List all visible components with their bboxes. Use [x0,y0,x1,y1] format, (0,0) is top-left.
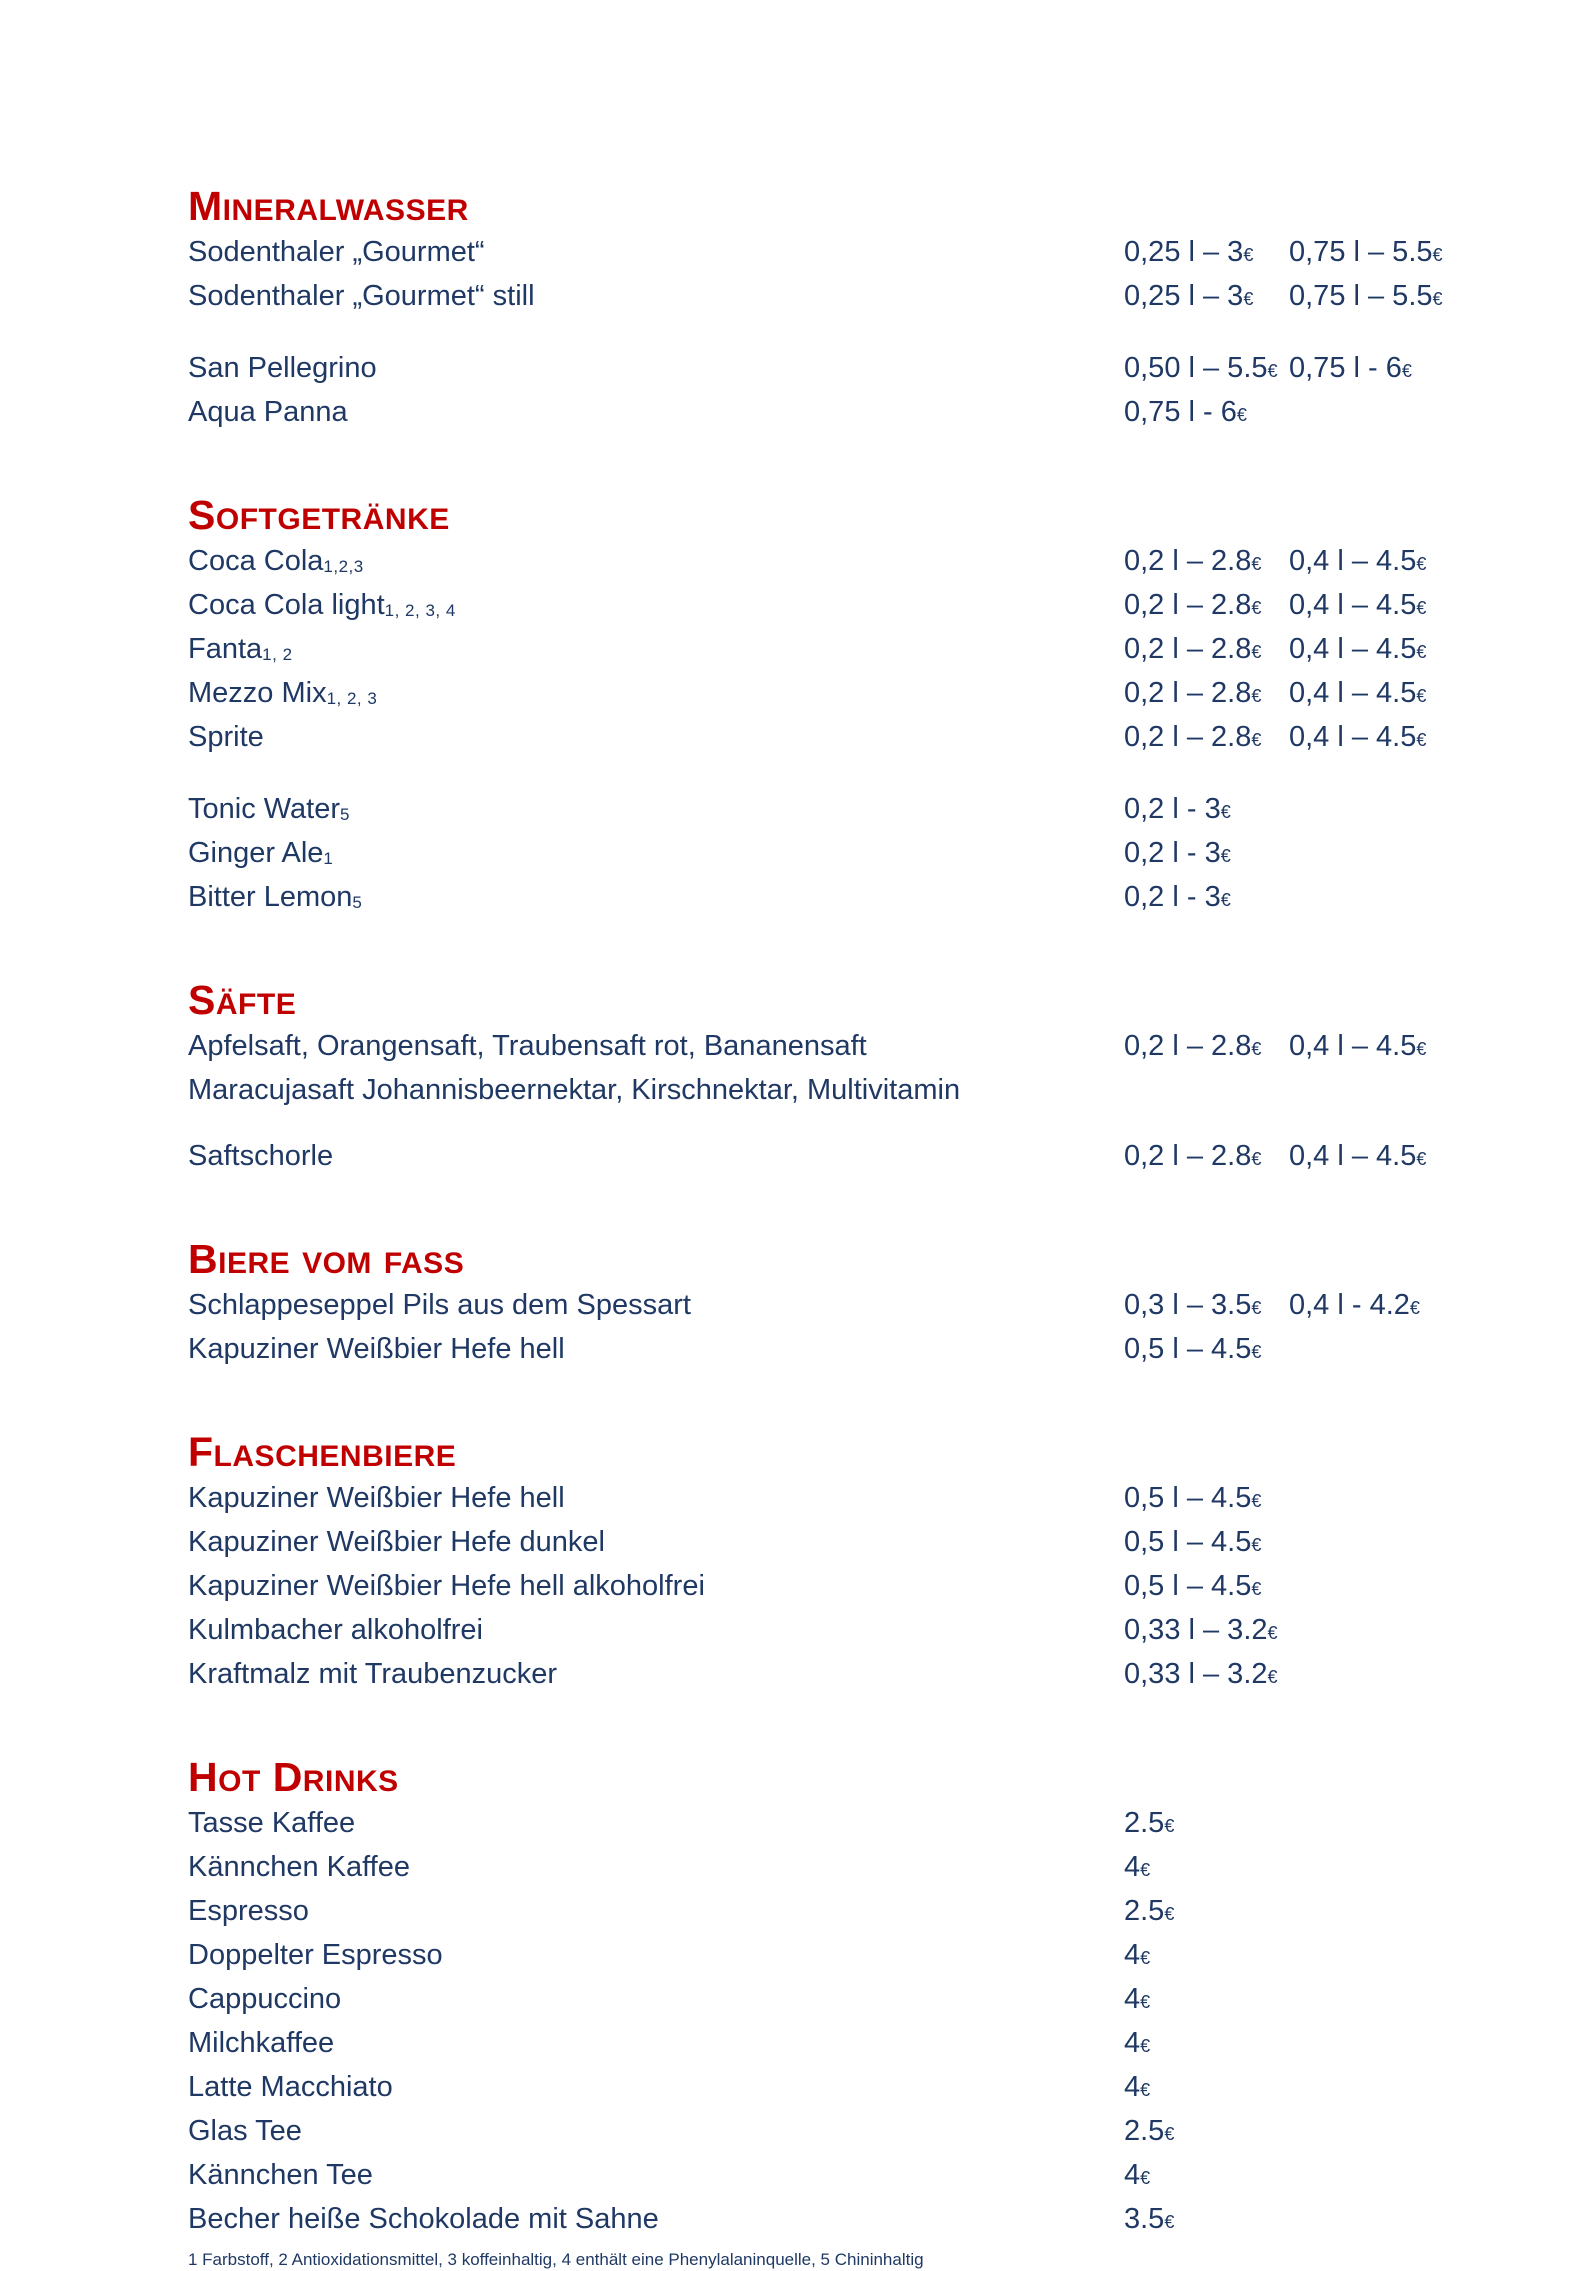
item-name: Kulmbacher alkoholfrei [188,1614,483,1646]
item-price-small: 0,50 l – 5.5€ [1124,352,1278,384]
item-name: Ginger Ale [188,837,324,869]
item-name: Kapuziner Weißbier Hefe hell alkoholfrei [188,1570,705,1602]
menu-item-row [188,542,1480,586]
item-price-large: 0,4 l – 4.5€ [1289,545,1427,577]
menu-item-row [188,1804,1480,1848]
item-price-small: 0,5 l – 4.5€ [1124,1482,1262,1514]
item-name: Milchkaffee [188,2027,335,2059]
item-name-line2: Maracujasaft Johannisbeernektar, Kirschnektar, Multivitamin [188,1074,961,1106]
item-price-large: 0,4 l – 4.5€ [1289,589,1427,621]
item-price-small: 0,2 l - 3€ [1124,881,1231,913]
item-name: Espresso [188,1895,309,1927]
menu-item-row [188,790,1480,834]
item-name: Fanta [188,633,263,665]
item-name-cell [188,1567,1124,1611]
item-price-large: 0,4 l – 4.5€ [1289,721,1427,753]
menu-group [188,233,1480,321]
menu-item-row [188,393,1480,437]
item-price-small: 0,2 l – 2.8€ [1124,677,1262,709]
menu-group [188,1137,1480,1181]
section-groups [188,1479,1480,1699]
section-groups [188,542,1480,922]
item-name-cell [188,674,1124,718]
item-name-cell [188,542,1124,586]
item-name-cell [188,2024,1124,2068]
item-price-large: 0,75 l - 6€ [1289,352,1412,384]
item-price-small: 0,2 l – 2.8€ [1124,1140,1262,1172]
item-name: Latte Macchiato [188,2071,393,2103]
item-name: Kapuziner Weißbier Hefe hell [188,1482,565,1514]
menu-item-row [188,1655,1480,1699]
item-footnote-refs: 1, 2, 3 [326,689,378,708]
menu-group [188,542,1480,762]
item-price-small: 0,3 l – 3.5€ [1124,1289,1262,1321]
menu-section [188,492,1480,922]
menu-item-row [188,2156,1480,2200]
menu-item-row [188,2112,1480,2156]
menu-item-row [188,1567,1480,1611]
menu-item-row [188,834,1480,878]
item-price-small: 2.5€ [1124,1895,1175,1927]
item-name-cell [188,2156,1124,2200]
section-groups [188,1804,1480,2244]
item-name-cell [188,630,1124,674]
item-name-cell [188,1611,1124,1655]
menu-group [188,790,1480,922]
item-name: Tonic Water [188,793,341,825]
item-price-small: 0,2 l – 2.8€ [1124,633,1262,665]
item-name: Coca Cola [188,545,324,577]
item-price-small: 0,25 l – 3€ [1124,236,1254,268]
item-price-large: 0,75 l – 5.5€ [1289,236,1443,268]
item-name-cell [188,790,1124,834]
item-name: Sodenthaler „Gourmet“ still [188,280,535,312]
menu-item-row [188,630,1480,674]
item-name-cell [188,233,1124,277]
item-price-small: 4€ [1124,2071,1151,2103]
item-price-small: 0,33 l – 3.2€ [1124,1614,1278,1646]
item-price-small: 0,2 l – 2.8€ [1124,721,1262,753]
item-price-large: 0,4 l – 4.5€ [1289,633,1427,665]
menu-group [188,349,1480,437]
menu-item-row [188,1980,1480,2024]
item-name-cell [188,349,1124,393]
menu-item-row [188,2024,1480,2068]
menu-item-row [188,1892,1480,1936]
item-name-cell [188,1980,1124,2024]
item-footnote-refs: 1 [323,849,334,868]
menu-item-row [188,2068,1480,2112]
item-name-cell [188,878,1124,922]
item-name: Tasse Kaffee [188,1807,356,1839]
item-name-cell [188,718,1124,762]
item-name: Kännchen Tee [188,2159,373,2191]
item-footnote-refs: 5 [340,805,350,824]
item-name: Kapuziner Weißbier Hefe hell [188,1333,565,1365]
item-name-cell [188,834,1124,878]
item-name: Kännchen Kaffee [188,1851,410,1883]
item-name-cell [188,1286,1124,1330]
section-title: SÄFTE [188,977,297,1023]
section-title: HOT DRINKS [188,1754,399,1800]
item-footnote-refs: 1, 2, 3, 4 [384,601,456,620]
menu-sections [188,183,1480,2244]
item-name: Saftschorle [188,1140,334,1172]
footnote-legend: 1 Farbstoff, 2 Antioxidationsmittel, 3 koffeinhaltig, 4 enthält eine Phenylalaninquelle, 5 Chininhaltig [188,2250,924,2269]
item-name-cell [188,393,1124,437]
item-name: Schlappeseppel Pils aus dem Spessart [188,1289,691,1321]
menu-section [188,1754,1480,2244]
item-name: Kapuziner Weißbier Hefe dunkel [188,1526,605,1558]
item-name-cell [188,586,1124,630]
item-name-cell [188,2200,1124,2244]
menu-item-row [188,1027,1480,1109]
item-footnote-refs: 5 [352,893,363,912]
item-name: Bitter Lemon [188,881,353,913]
menu-group [188,1804,1480,2244]
item-price-small: 0,2 l – 2.8€ [1124,1030,1262,1062]
item-price-small: 0,25 l – 3€ [1124,280,1254,312]
item-price-large: 0,4 l – 4.5€ [1289,1030,1427,1062]
item-name: Cappuccino [188,1983,342,2015]
item-price-small: 0,2 l - 3€ [1124,837,1231,869]
item-name: Sprite [188,721,264,753]
menu-item-row [188,233,1480,277]
item-name-cell [188,1523,1124,1567]
item-price-small: 4€ [1124,2027,1151,2059]
menu-item-row [188,1137,1480,1181]
section-title: FLASCHENBIERE [188,1429,457,1475]
item-price-small: 2.5€ [1124,1807,1175,1839]
menu-item-row [188,674,1480,718]
item-name: Aqua Panna [188,396,348,428]
item-price-small: 0,2 l – 2.8€ [1124,589,1262,621]
item-price-small: 0,2 l - 3€ [1124,793,1231,825]
item-name-cell [188,1804,1124,1848]
menu-item-row [188,349,1480,393]
item-name-cell [188,1137,1124,1181]
menu-item-row [188,1848,1480,1892]
item-name: Doppelter Espresso [188,1939,443,1971]
menu-item-row [188,586,1480,630]
section-groups [188,1286,1480,1374]
item-name-cell [188,277,1124,321]
menu-item-row [188,718,1480,762]
menu-section [188,1429,1480,1699]
item-name: Becher heiße Schokolade mit Sahne [188,2203,659,2235]
section-groups [188,233,1480,437]
item-name-cell [188,1892,1124,1936]
menu-item-row [188,1286,1480,1330]
item-price-small: 0,33 l – 3.2€ [1124,1658,1278,1690]
menu-group [188,1027,1480,1109]
item-price-small: 0,5 l – 4.5€ [1124,1570,1262,1602]
item-name: San Pellegrino [188,352,377,384]
item-price-small: 4€ [1124,1983,1151,2015]
menu-item-row [188,1523,1480,1567]
item-price-large: 0,4 l – 4.5€ [1289,677,1427,709]
item-footnote-refs: 1, 2 [262,645,293,664]
menu-item-row [188,2200,1480,2244]
section-title: BIERE VOM FASS [188,1236,465,1282]
item-name: Apfelsaft, Orangensaft, Traubensaft rot, Bananensaft [188,1030,867,1062]
item-price-large: 0,75 l – 5.5€ [1289,280,1443,312]
menu-item-row [188,1330,1480,1374]
item-price-small: 4€ [1124,2159,1151,2191]
menu-item-row [188,1936,1480,1980]
item-price-small: 0,75 l - 6€ [1124,396,1247,428]
item-name-cell [188,1027,1124,1109]
section-title: MINERALWASSER [188,183,469,229]
section-title: SOFTGETRÄNKE [188,492,450,538]
menu-item-row [188,277,1480,321]
item-price-small: 3.5€ [1124,2203,1175,2235]
item-name-cell [188,1479,1124,1523]
item-name-cell [188,1848,1124,1892]
item-name-cell [188,1330,1124,1374]
menu-section [188,183,1480,437]
section-groups [188,1027,1480,1181]
item-price-small: 0,2 l – 2.8€ [1124,545,1262,577]
item-name-cell [188,2068,1124,2112]
item-name-cell [188,2112,1124,2156]
item-name: Glas Tee [188,2115,302,2147]
item-footnote-refs: 1,2,3 [323,557,364,576]
menu-item-row [188,878,1480,922]
item-name-cell [188,1936,1124,1980]
item-price-large: 0,4 l - 4.2€ [1289,1289,1420,1321]
item-name-cell [188,1655,1124,1699]
item-price-large: 0,4 l – 4.5€ [1289,1140,1427,1172]
menu-item-row [188,1611,1480,1655]
menu-group [188,1286,1480,1374]
menu-group [188,1479,1480,1699]
item-name: Sodenthaler „Gourmet“ [188,236,485,268]
item-price-small: 4€ [1124,1939,1151,1971]
item-price-small: 0,5 l – 4.5€ [1124,1526,1262,1558]
menu-item-row [188,1479,1480,1523]
menu-section [188,1236,1480,1374]
item-name: Kraftmalz mit Traubenzucker [188,1658,558,1690]
item-price-small: 4€ [1124,1851,1151,1883]
item-name: Coca Cola light [188,589,385,621]
item-name: Mezzo Mix [188,677,327,709]
menu-section [188,977,1480,1181]
item-price-small: 0,5 l – 4.5€ [1124,1333,1262,1365]
item-price-small: 2.5€ [1124,2115,1175,2147]
